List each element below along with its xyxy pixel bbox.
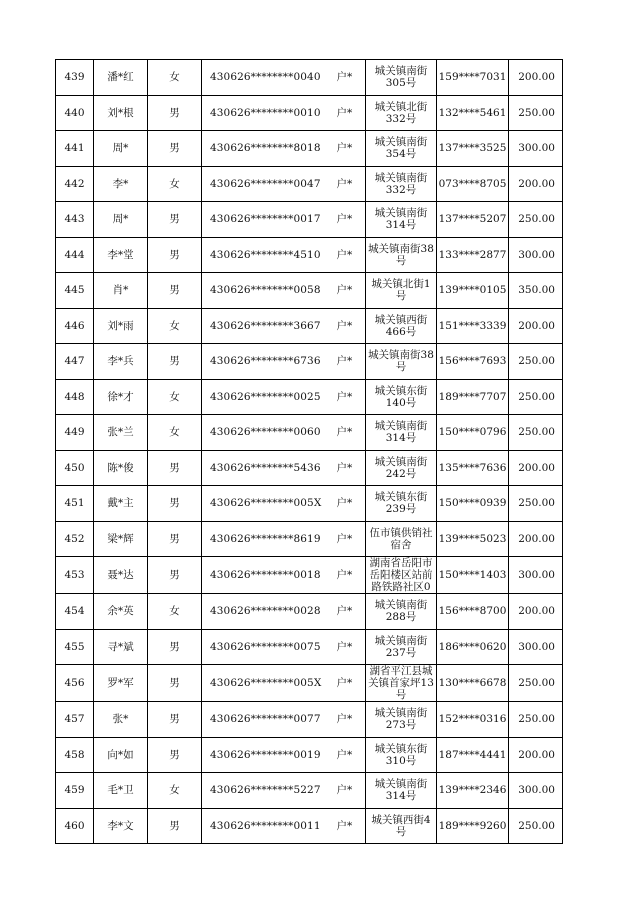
address: 城关镇南街38号	[366, 237, 437, 273]
person-name: 毛*卫	[94, 773, 148, 809]
address: 湖南省岳阳市岳阳楼区站前路铁路社区0	[366, 557, 437, 594]
address: 城关镇东街140号	[366, 379, 437, 415]
table-row	[56, 486, 563, 522]
address: 城关镇西街466号	[366, 308, 437, 344]
address: 城关镇南街273号	[366, 702, 437, 738]
amount: 200.00	[509, 60, 563, 96]
household-relation: 户*	[329, 273, 366, 309]
amount: 300.00	[509, 557, 563, 594]
row-number: 446	[56, 308, 94, 344]
table-row	[56, 665, 563, 702]
id-number: 430626********0060	[202, 415, 329, 451]
table-row	[56, 273, 563, 309]
amount: 250.00	[509, 379, 563, 415]
table-row	[56, 415, 563, 451]
amount: 200.00	[509, 737, 563, 773]
phone-number: 156****7693	[437, 344, 509, 380]
gender: 男	[148, 273, 202, 309]
table-row	[56, 557, 563, 594]
row-number: 457	[56, 702, 94, 738]
phone-number: 186****0620	[437, 629, 509, 665]
household-relation: 户*	[329, 702, 366, 738]
address: 城关镇南街354号	[366, 131, 437, 167]
amount: 350.00	[509, 273, 563, 309]
row-number: 445	[56, 273, 94, 309]
amount: 250.00	[509, 702, 563, 738]
phone-number: 156****8700	[437, 594, 509, 630]
amount: 200.00	[509, 166, 563, 202]
amount: 300.00	[509, 773, 563, 809]
amount: 300.00	[509, 629, 563, 665]
phone-number: 130****6678	[437, 665, 509, 702]
phone-number: 150****1403	[437, 557, 509, 594]
amount: 250.00	[509, 808, 563, 844]
person-name: 聂*达	[94, 557, 148, 594]
amount: 300.00	[509, 131, 563, 167]
amount: 250.00	[509, 415, 563, 451]
phone-number: 133****2877	[437, 237, 509, 273]
amount: 200.00	[509, 594, 563, 630]
gender: 女	[148, 60, 202, 96]
gender: 男	[148, 737, 202, 773]
row-number: 458	[56, 737, 94, 773]
address: 城关镇南街38号	[366, 344, 437, 380]
household-relation: 户*	[329, 344, 366, 380]
household-relation: 户*	[329, 131, 366, 167]
gender: 女	[148, 308, 202, 344]
person-name: 向*如	[94, 737, 148, 773]
phone-number: 151****3339	[437, 308, 509, 344]
id-number: 430626********0019	[202, 737, 329, 773]
gender: 男	[148, 95, 202, 131]
gender: 女	[148, 415, 202, 451]
household-relation: 户*	[329, 521, 366, 557]
person-name: 李*堂	[94, 237, 148, 273]
table-row	[56, 521, 563, 557]
table-row	[56, 737, 563, 773]
household-relation: 户*	[329, 166, 366, 202]
phone-number: 150****0796	[437, 415, 509, 451]
household-relation: 户*	[329, 737, 366, 773]
id-number: 430626********005X	[202, 486, 329, 522]
row-number: 441	[56, 131, 94, 167]
phone-number: 135****7636	[437, 450, 509, 486]
phone-number: 139****0105	[437, 273, 509, 309]
table-row	[56, 95, 563, 131]
table-row	[56, 808, 563, 844]
gender: 女	[148, 166, 202, 202]
address: 城关镇南街305号	[366, 60, 437, 96]
id-number: 430626********0047	[202, 166, 329, 202]
table-row	[56, 131, 563, 167]
address: 城关镇南街288号	[366, 594, 437, 630]
phone-number: 139****5023	[437, 521, 509, 557]
id-number: 430626********5436	[202, 450, 329, 486]
phone-number: 189****7707	[437, 379, 509, 415]
person-name: 陈*俊	[94, 450, 148, 486]
row-number: 443	[56, 202, 94, 238]
person-name: 寻*斌	[94, 629, 148, 665]
row-number: 444	[56, 237, 94, 273]
table-row	[56, 629, 563, 665]
gender: 男	[148, 629, 202, 665]
roster-rows	[56, 60, 563, 844]
row-number: 455	[56, 629, 94, 665]
table-row	[56, 702, 563, 738]
id-number: 430626********0025	[202, 379, 329, 415]
household-relation: 户*	[329, 60, 366, 96]
gender: 男	[148, 808, 202, 844]
amount: 200.00	[509, 308, 563, 344]
roster-table	[55, 59, 563, 844]
household-relation: 户*	[329, 557, 366, 594]
address: 城关镇南街314号	[366, 773, 437, 809]
row-number: 451	[56, 486, 94, 522]
address: 湖省平江县城关镇首家坪13号	[366, 665, 437, 702]
household-relation: 户*	[329, 773, 366, 809]
household-relation: 户*	[329, 379, 366, 415]
row-number: 460	[56, 808, 94, 844]
amount: 300.00	[509, 237, 563, 273]
gender: 男	[148, 202, 202, 238]
phone-number: 187****4441	[437, 737, 509, 773]
address: 城关镇西街4号	[366, 808, 437, 844]
address: 城关镇东街310号	[366, 737, 437, 773]
id-number: 430626********0018	[202, 557, 329, 594]
gender: 女	[148, 773, 202, 809]
row-number: 452	[56, 521, 94, 557]
household-relation: 户*	[329, 629, 366, 665]
row-number: 442	[56, 166, 94, 202]
person-name: 潘*红	[94, 60, 148, 96]
person-name: 周*	[94, 202, 148, 238]
gender: 女	[148, 594, 202, 630]
address: 城关镇东街239号	[366, 486, 437, 522]
table-row	[56, 450, 563, 486]
gender: 女	[148, 379, 202, 415]
address: 城关镇北街332号	[366, 95, 437, 131]
gender: 男	[148, 344, 202, 380]
phone-number: 189****9260	[437, 808, 509, 844]
person-name: 徐*才	[94, 379, 148, 415]
id-number: 430626********0058	[202, 273, 329, 309]
address: 城关镇南街242号	[366, 450, 437, 486]
id-number: 430626********0075	[202, 629, 329, 665]
id-number: 430626********4510	[202, 237, 329, 273]
phone-number: 073****8705	[437, 166, 509, 202]
person-name: 肖*	[94, 273, 148, 309]
phone-number: 139****2346	[437, 773, 509, 809]
gender: 男	[148, 237, 202, 273]
row-number: 449	[56, 415, 94, 451]
id-number: 430626********3667	[202, 308, 329, 344]
phone-number: 132****5461	[437, 95, 509, 131]
table-row	[56, 344, 563, 380]
amount: 250.00	[509, 202, 563, 238]
household-relation: 户*	[329, 450, 366, 486]
id-number: 430626********0040	[202, 60, 329, 96]
row-number: 448	[56, 379, 94, 415]
gender: 男	[148, 131, 202, 167]
person-name: 李*	[94, 166, 148, 202]
phone-number: 150****0939	[437, 486, 509, 522]
id-number: 430626********0010	[202, 95, 329, 131]
gender: 男	[148, 702, 202, 738]
row-number: 439	[56, 60, 94, 96]
id-number: 430626********0028	[202, 594, 329, 630]
amount: 250.00	[509, 486, 563, 522]
address: 城关镇南街332号	[366, 166, 437, 202]
table-row	[56, 773, 563, 809]
gender: 男	[148, 450, 202, 486]
person-name: 刘*根	[94, 95, 148, 131]
household-relation: 户*	[329, 808, 366, 844]
table-row	[56, 166, 563, 202]
address: 城关镇北街1号	[366, 273, 437, 309]
amount: 250.00	[509, 344, 563, 380]
gender: 男	[148, 521, 202, 557]
person-name: 李*文	[94, 808, 148, 844]
roster-sheet	[55, 59, 562, 844]
address: 伍市镇供销社宿舍	[366, 521, 437, 557]
id-number: 430626********0017	[202, 202, 329, 238]
amount: 200.00	[509, 450, 563, 486]
id-number: 430626********8619	[202, 521, 329, 557]
amount: 250.00	[509, 95, 563, 131]
table-row	[56, 202, 563, 238]
person-name: 罗*军	[94, 665, 148, 702]
table-row	[56, 594, 563, 630]
phone-number: 137****5207	[437, 202, 509, 238]
household-relation: 户*	[329, 665, 366, 702]
row-number: 450	[56, 450, 94, 486]
household-relation: 户*	[329, 594, 366, 630]
phone-number: 152****0316	[437, 702, 509, 738]
table-row	[56, 237, 563, 273]
row-number: 440	[56, 95, 94, 131]
row-number: 454	[56, 594, 94, 630]
person-name: 李*兵	[94, 344, 148, 380]
id-number: 430626********005X	[202, 665, 329, 702]
household-relation: 户*	[329, 308, 366, 344]
household-relation: 户*	[329, 486, 366, 522]
gender: 男	[148, 486, 202, 522]
row-number: 459	[56, 773, 94, 809]
household-relation: 户*	[329, 95, 366, 131]
household-relation: 户*	[329, 237, 366, 273]
address: 城关镇南街237号	[366, 629, 437, 665]
amount: 250.00	[509, 665, 563, 702]
amount: 200.00	[509, 521, 563, 557]
person-name: 周*	[94, 131, 148, 167]
row-number: 456	[56, 665, 94, 702]
address: 城关镇南街314号	[366, 202, 437, 238]
person-name: 刘*雨	[94, 308, 148, 344]
phone-number: 159****7031	[437, 60, 509, 96]
id-number: 430626********5227	[202, 773, 329, 809]
gender: 男	[148, 665, 202, 702]
person-name: 余*英	[94, 594, 148, 630]
person-name: 戴*主	[94, 486, 148, 522]
table-row	[56, 60, 563, 96]
id-number: 430626********0011	[202, 808, 329, 844]
address: 城关镇南街314号	[366, 415, 437, 451]
id-number: 430626********6736	[202, 344, 329, 380]
table-row	[56, 308, 563, 344]
person-name: 张*兰	[94, 415, 148, 451]
row-number: 447	[56, 344, 94, 380]
row-number: 453	[56, 557, 94, 594]
id-number: 430626********8018	[202, 131, 329, 167]
id-number: 430626********0077	[202, 702, 329, 738]
household-relation: 户*	[329, 202, 366, 238]
gender: 男	[148, 557, 202, 594]
person-name: 梁*辉	[94, 521, 148, 557]
phone-number: 137****3525	[437, 131, 509, 167]
household-relation: 户*	[329, 415, 366, 451]
person-name: 张*	[94, 702, 148, 738]
table-row	[56, 379, 563, 415]
